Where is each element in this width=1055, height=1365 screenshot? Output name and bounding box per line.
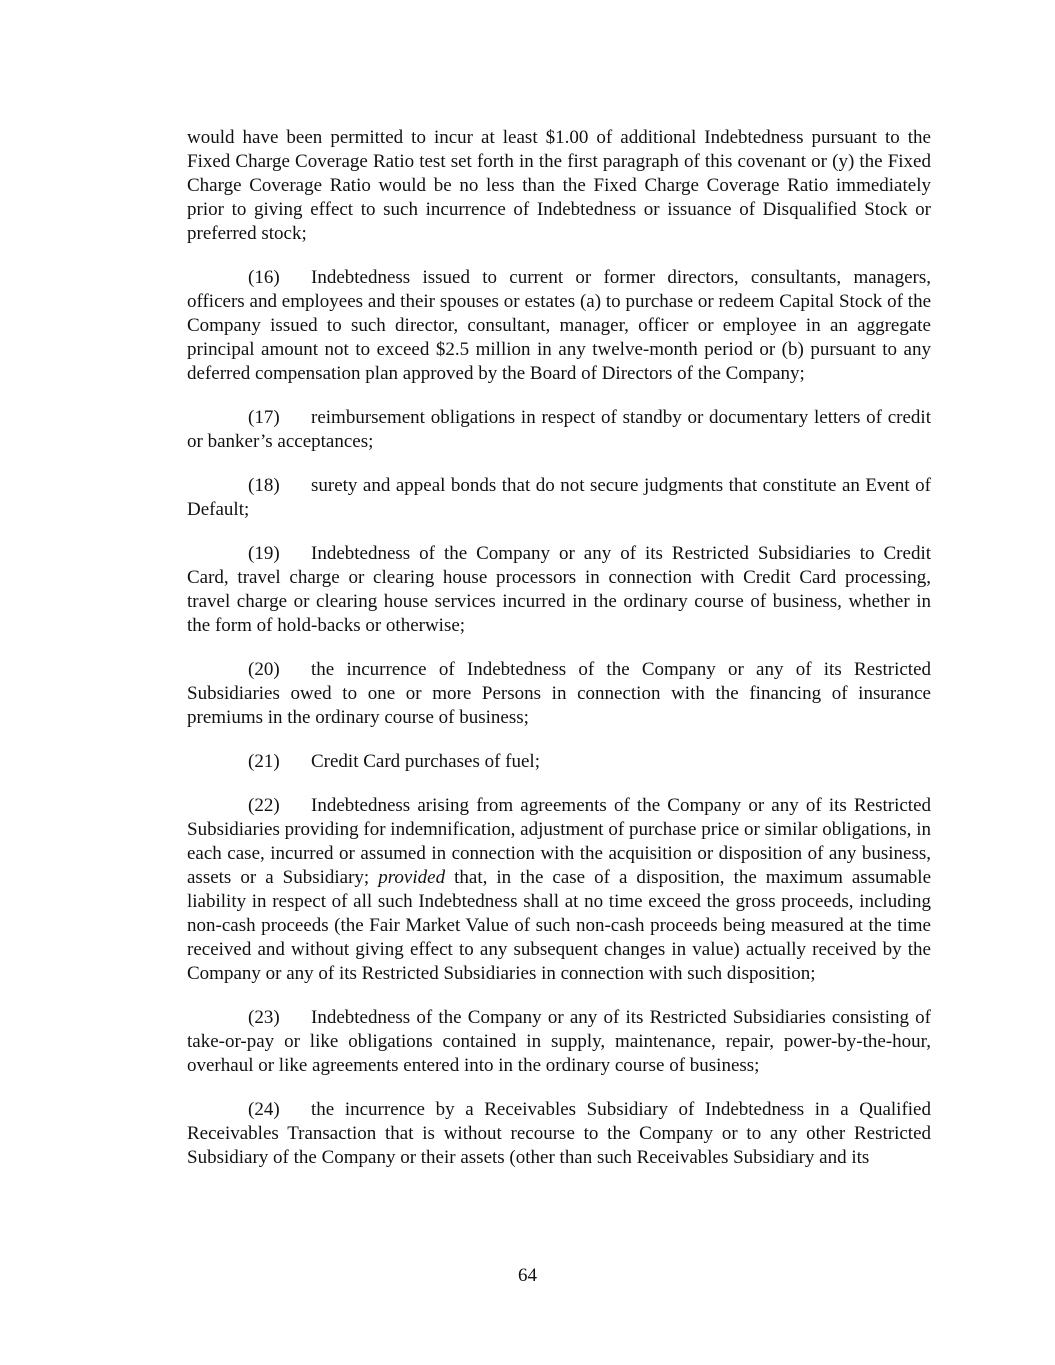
item-number: (19) xyxy=(248,543,280,564)
continuation-paragraph: would have been permitted to incur at least $1.00 of additional Indebtedness pursuant to the Fixed Charge Coverage Ratio test set forth in the first paragraph of this covenant or (y) the Fixed Charge Coverage Ratio would be no less than the Fixed Charge Coverage Ratio immediately prior to giving effect to such incurrence of Indebtedness or issuance of Disqualified Stock or preferred stock; xyxy=(187,127,931,244)
item-number: (23) xyxy=(248,1007,280,1028)
item-number: (24) xyxy=(248,1099,280,1120)
item-text: the incurrence by a Receivables Subsidiary of Indebtedness in a Qualified Receivables Transaction that is without recourse to the Company or to any other Restricted Subsidiary of the Company or their assets (other than such Receivables Subsidiary and its xyxy=(187,1099,931,1168)
item-17 xyxy=(187,406,931,454)
item-22 xyxy=(187,794,931,986)
item-number: (20) xyxy=(248,659,280,680)
item-16 xyxy=(187,266,931,386)
item-text: surety and appeal bonds that do not secure judgments that constitute an Event of Default; xyxy=(187,475,931,520)
item-number: (18) xyxy=(248,475,280,496)
item-24 xyxy=(187,1098,931,1170)
item-text: reimbursement obligations in respect of standby or documentary letters of credit or banker’s acceptances; xyxy=(187,407,931,452)
item-text: Indebtedness issued to current or former directors, consultants, managers, officers and employees and their spouses or estates (a) to purchase or redeem Capital Stock of the Company issued to such director, consultant, manager, officer or employee in an aggregate principal amount not to exceed $2.5 million in any twelve-month period or (b) pursuant to any deferred compensation plan approved by the Board of Directors of the Company; xyxy=(187,267,931,384)
item-text: Credit Card purchases of fuel; xyxy=(311,751,540,772)
item-number: (16) xyxy=(248,267,280,288)
item-number: (22) xyxy=(248,795,280,816)
page-number: 64 xyxy=(518,1265,537,1286)
item-text: Indebtedness of the Company or any of its Restricted Subsidiaries consisting of take-or-pay or like obligations contained in supply, maintenance, repair, power-by-the-hour, overhaul or like agreements entered into in the ordinary course of business; xyxy=(187,1007,931,1076)
item-23 xyxy=(187,1006,931,1078)
body-text xyxy=(187,126,931,1190)
item-text-after: that, in the case of a disposition, the maximum assumable liability in respect of all such Indebtedness shall at no time exceed the gross proceeds, including non-cash proceeds (the Fair Market Value of such non-cash proceeds being measured at the time received and without giving effect to any subsequent changes in value) actually received by the Company or any of its Restricted Subsidiaries in connection with such disposition; xyxy=(187,867,932,984)
item-18 xyxy=(187,474,931,522)
item-number: (21) xyxy=(248,751,280,772)
item-21 xyxy=(187,750,931,774)
item-text: Indebtedness of the Company or any of its Restricted Subsidiaries to Credit Card, travel charge or clearing house processors in connection with Credit Card processing, travel charge or clearing house services incurred in the ordinary course of business, whether in the form of hold-backs or otherwise; xyxy=(187,543,931,636)
item-text-before: Indebtedness arising from agreements of the Company or any of its Restricted Subsidiaries providing for indemnification, adjustment of purchase price or similar obligations, in each case, incurred or assumed in connection with the acquisition or disposition of any business, assets or a Subsidiary; xyxy=(187,795,931,888)
item-number: (17) xyxy=(248,407,280,428)
item-20 xyxy=(187,658,931,730)
item-text-italic: provided xyxy=(378,867,446,888)
item-19 xyxy=(187,542,931,638)
item-text: the incurrence of Indebtedness of the Company or any of its Restricted Subsidiaries owed to one or more Persons in connection with the financing of insurance premiums in the ordinary course of business; xyxy=(187,659,931,728)
